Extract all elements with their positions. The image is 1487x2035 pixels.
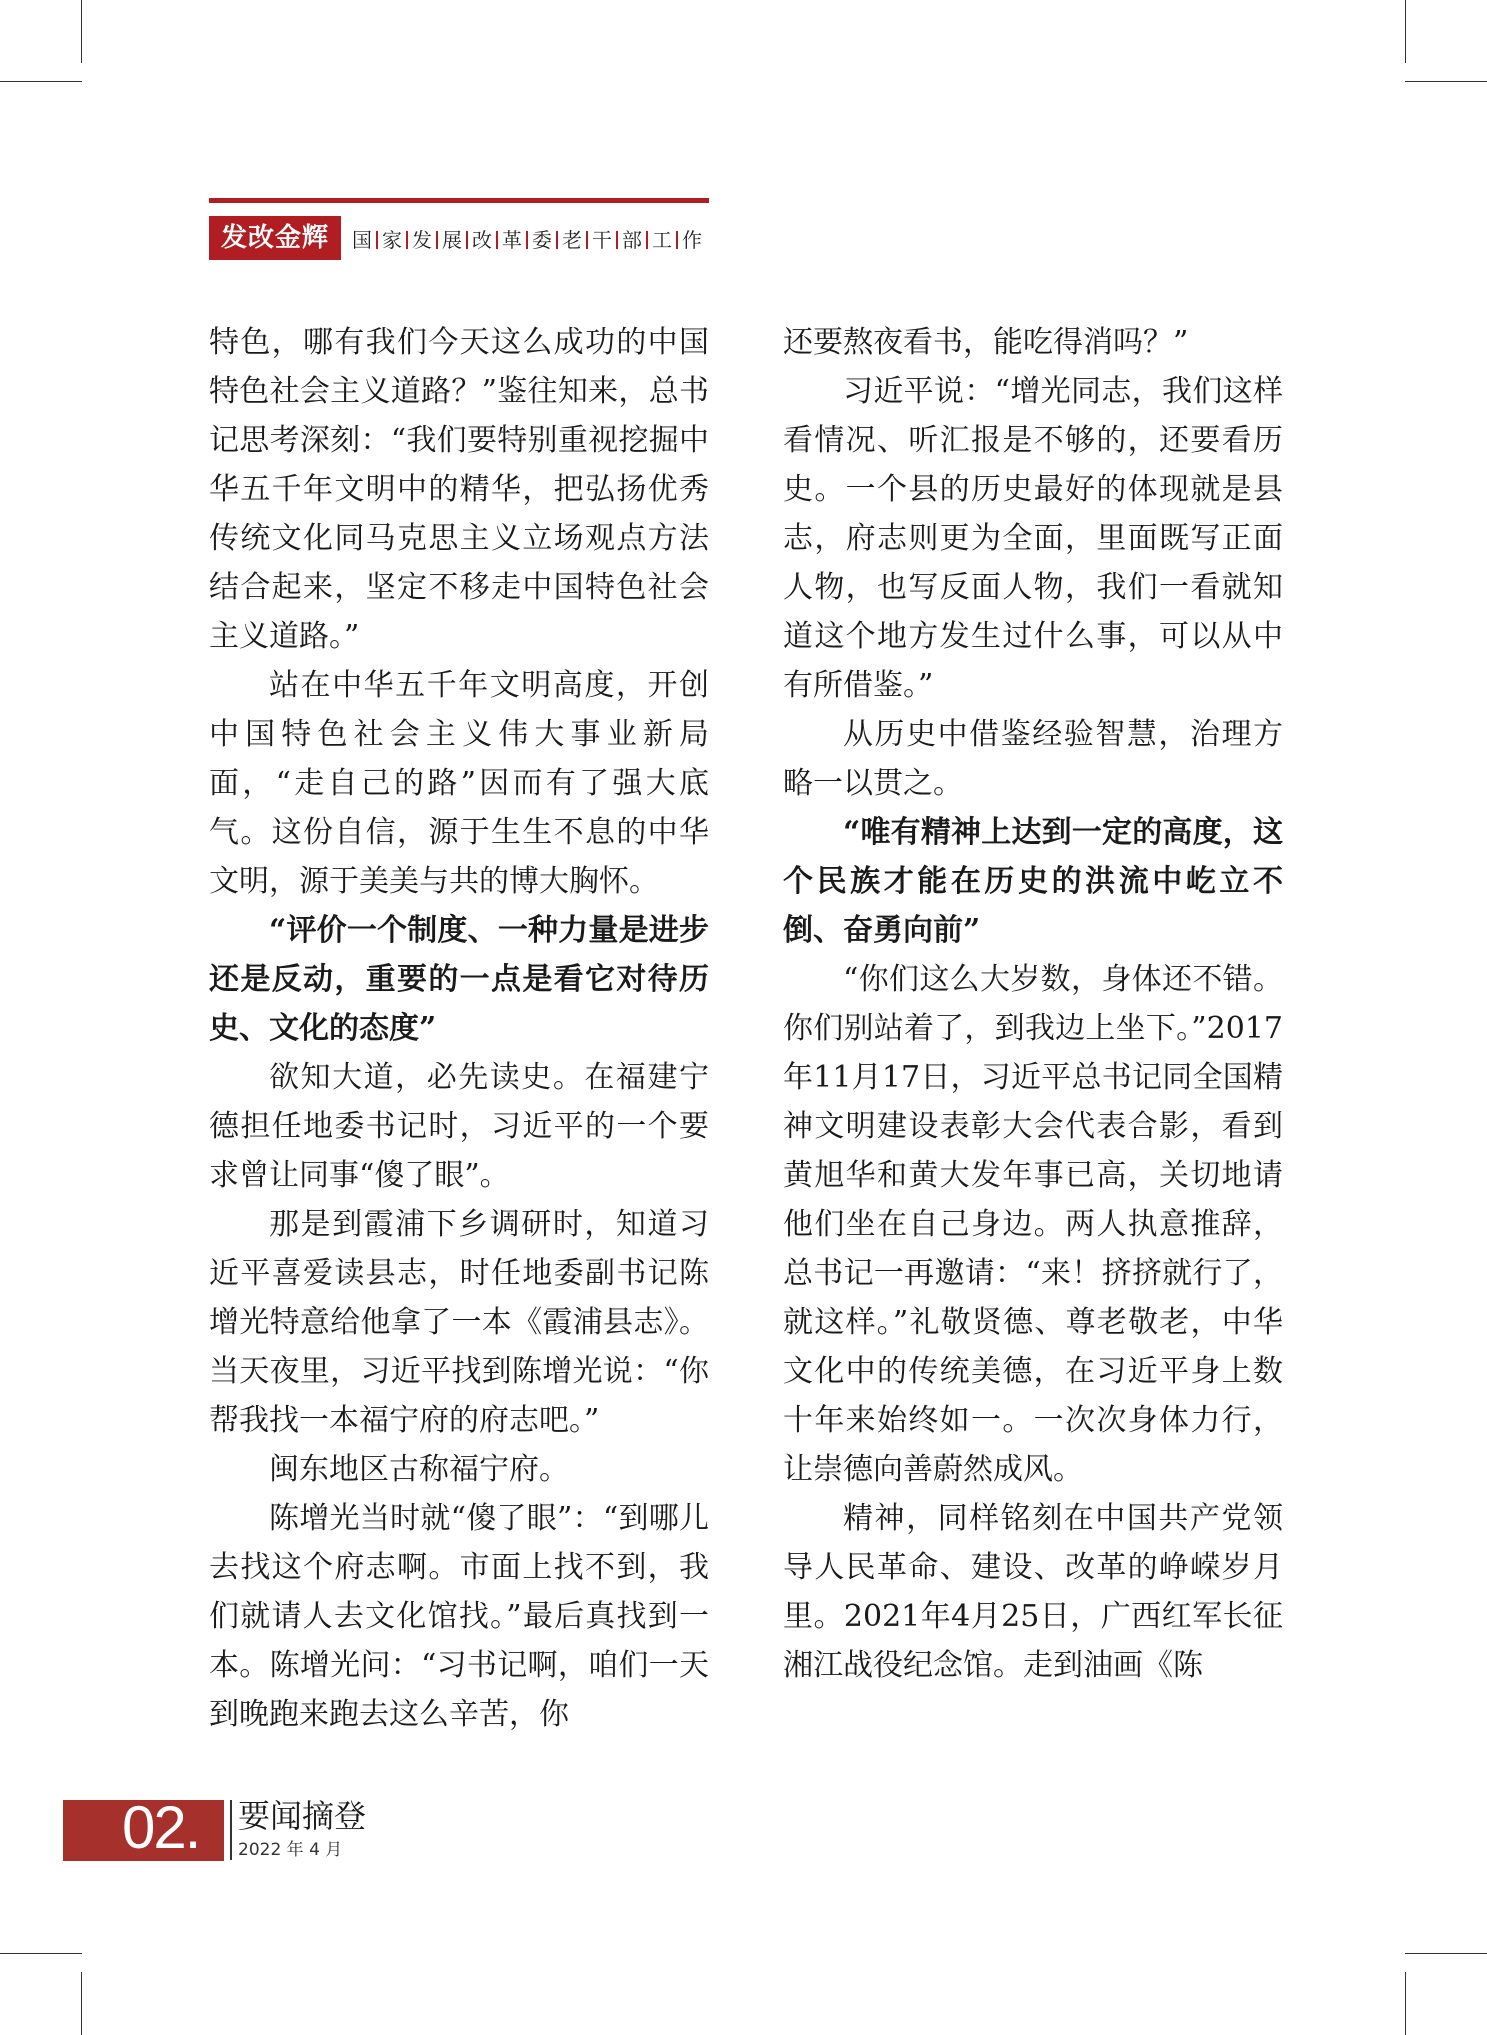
subheading: “评价一个制度、一种力量是进步还是反动，重要的一点是看它对待历史、文化的态度” <box>209 913 709 1046</box>
footer-divider <box>230 1800 232 1860</box>
org-char: 家 <box>382 228 402 252</box>
org-separator <box>556 231 558 249</box>
crop-mark <box>1405 1953 1487 1954</box>
subheading: “唯有精神上达到一定的高度，这个民族才能在历史的洪流中屹立不倒、奋勇向前” <box>783 815 1283 948</box>
crop-mark <box>81 0 82 63</box>
left-column <box>209 318 709 1739</box>
org-separator <box>376 231 378 249</box>
org-char: 老 <box>562 228 582 252</box>
org-char: 干 <box>592 228 612 252</box>
org-char: 国 <box>352 228 372 252</box>
paragraph: “你们这么大岁数，身体还不错。你们别站着了，到我边上坐下。”2017年11月17日，习近平总书记同全国精神文明建设表彰大会代表合影，看到黄旭华和黄大发年事已高，关切地请他们坐在自己身边。两人执意推辞，总书记一再邀请：“来！挤挤就行了，就这样。”礼敬贤德、尊老敬老，中华文化中的传统美德，在习近平身上数十年来始终如一。一次次身体力行，让崇德向善蔚然成风。 <box>783 962 1283 1487</box>
paragraph: 还要熬夜看书，能吃得消吗？” <box>783 325 1189 360</box>
org-separator <box>406 231 408 249</box>
crop-mark <box>0 1953 82 1954</box>
section-title: 要闻摘登 <box>238 1797 367 1835</box>
org-char: 革 <box>502 228 522 252</box>
org-name <box>352 218 702 262</box>
org-char: 发 <box>412 228 432 252</box>
paragraph: 欲知大道，必先读史。在福建宁德担任地委书记时，习近平的一个要求曾让同事“傻了眼”。 <box>209 1060 709 1193</box>
org-char: 作 <box>682 228 702 252</box>
org-char: 展 <box>442 228 462 252</box>
org-separator <box>586 231 588 249</box>
org-char: 工 <box>652 228 672 252</box>
paragraph: 闽东地区古称福宁府。 <box>269 1452 569 1487</box>
header-rule <box>209 198 709 203</box>
crop-mark <box>0 81 82 82</box>
org-char: 部 <box>622 228 642 252</box>
org-char: 改 <box>472 228 492 252</box>
issue-date: 2022 年 4 月 <box>238 1840 343 1860</box>
org-char: 委 <box>532 228 552 252</box>
paragraph: 从历史中借鉴经验智慧，治理方略一以贯之。 <box>783 717 1283 801</box>
paragraph: 习近平说：“增光同志，我们这样看情况、听汇报是不够的，还要看历史。一个县的历史最好的体现就是县志，府志则更为全面，里面既写正面人物，也写反面人物，我们一看就知道这个地方发生过什么事，可以从中有所借鉴。” <box>783 374 1283 703</box>
magazine-logo: 发改金辉 <box>209 216 341 260</box>
crop-mark <box>1405 0 1406 63</box>
org-separator <box>496 231 498 249</box>
org-separator <box>466 231 468 249</box>
org-separator <box>526 231 528 249</box>
paragraph: 陈增光当时就“傻了眼”：“到哪儿去找这个府志啊。市面上找不到，我们就请人去文化馆找。”最后真找到一本。陈增光问：“习书记啊，咱们一天到晚跑来跑去这么辛苦，你 <box>209 1501 709 1732</box>
crop-mark <box>1405 81 1487 82</box>
page-number: 02. <box>122 1794 200 1861</box>
org-separator <box>436 231 438 249</box>
paragraph: 特色，哪有我们今天这么成功的中国特色社会主义道路？”鉴往知来，总书记思考深刻：“我们要特别重视挖掘中华五千年文明中的精华，把弘扬优秀传统文化同马克思主义立场观点方法结合起来，坚定不移走中国特色社会主义道路。” <box>209 325 709 654</box>
paragraph: 那是到霞浦下乡调研时，知道习近平喜爱读县志，时任地委副书记陈增光特意给他拿了一本《霞浦县志》。当天夜里，习近平找到陈增光说：“你帮我找一本福宁府的府志吧。” <box>209 1207 709 1438</box>
org-separator <box>646 231 648 249</box>
right-column <box>783 318 1283 1690</box>
paragraph: 精神，同样铭刻在中国共产党领导人民革命、建设、改革的峥嵘岁月里。2021年4月25日，广西红军长征湘江战役纪念馆。走到油画《陈 <box>783 1501 1283 1683</box>
org-separator <box>616 231 618 249</box>
org-separator <box>676 231 678 249</box>
crop-mark <box>81 1972 82 2035</box>
crop-mark <box>1405 1972 1406 2035</box>
paragraph: 站在中华五千年文明高度，开创中国特色社会主义伟大事业新局面，“走自己的路”因而有了强大底气。这份自信，源于生生不息的中华文明，源于美美与共的博大胸怀。 <box>209 668 709 899</box>
